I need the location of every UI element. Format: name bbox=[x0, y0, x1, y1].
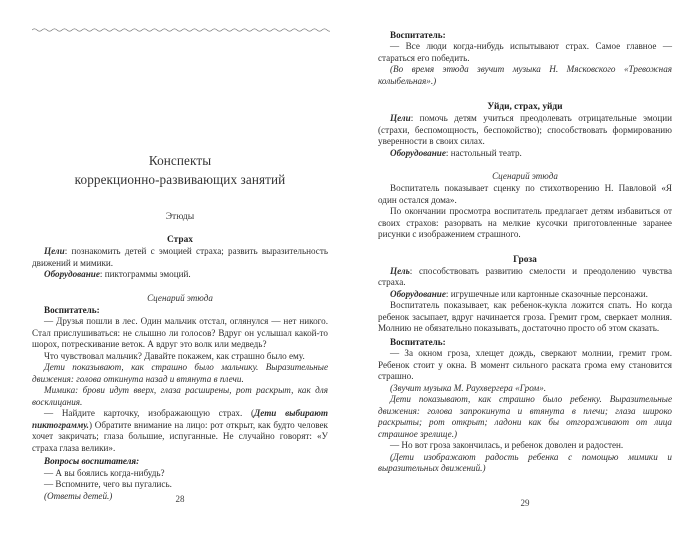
dialogue-part-c: ) Обратите внимание на лицо: рот открыт, как будто человек хочет закричать; глаза большие, испуганные. Не случайно говорят: «У страха глаза велики». bbox=[32, 419, 328, 453]
right-page-content bbox=[378, 30, 672, 522]
groza-dialogue-paragraph: — За окном гроза, хлещет дождь, сверкают молнии, гремит гром. Ребенок стоит у окна. В момент сильного раската грома ему становится страшно. bbox=[378, 348, 672, 382]
questions-heading: Вопросы воспитателя: bbox=[44, 456, 140, 467]
section-heading-strah: Страх bbox=[167, 235, 193, 246]
speaker-label-teacher-continued: Воспитатель: bbox=[390, 30, 446, 40]
equipment-label-3: Оборудование bbox=[390, 288, 446, 299]
goal-paragraph-3 bbox=[378, 266, 672, 289]
equipment-paragraph-3 bbox=[378, 289, 672, 300]
music-note-1: (Во время этюда звучит музыка Н. Мясковского «Тревожная колыбельная».) bbox=[378, 64, 672, 86]
goals-paragraph bbox=[32, 246, 328, 269]
stage-direction-2: Мимика: брови идут вверх, глаза расширены, рот раскрыт, как для восклицания. bbox=[32, 385, 328, 407]
equipment-paragraph-2 bbox=[378, 148, 672, 159]
wavy-rule-ornament-icon bbox=[32, 26, 330, 34]
equipment-text: : пиктограммы эмоций. bbox=[99, 269, 191, 280]
stage-direction-4: Дети показывают, как страшно было ребенку. Выразительные движения: голова запрокинута и втянута в плечи; глаза широко раскрыты; рот открыт; ладони как бы отгораживают от лица страшное зрелище.) bbox=[378, 394, 672, 439]
dialogue-paragraph-3 bbox=[32, 408, 328, 454]
left-page-content bbox=[32, 26, 328, 518]
music-note-2: (Звучит музыка М. Раухвергера «Гром». bbox=[390, 382, 547, 393]
page-title bbox=[32, 152, 328, 189]
equipment-label-2: Оборудование bbox=[390, 147, 446, 158]
stage-direction-3: (Ответы детей.) bbox=[44, 490, 113, 501]
dialogue-paragraph-1: — Друзья пошли в лес. Один мальчик отстал, оглянулся — нет никого. Стал прислушиваться: не слышно ли голосов? Вдруг он услышал какой-то шорох, потрескивание веток. А вдруг это волк или медведь? bbox=[32, 316, 328, 350]
section-heading-groza: Гроза bbox=[513, 254, 537, 265]
dialogue-paragraph-2: Что чувствовал мальчик? Давайте покажем, как страшно было ему. bbox=[44, 350, 305, 361]
scenario-heading-2: Сценарий этюда bbox=[492, 171, 558, 182]
right-page bbox=[350, 0, 700, 540]
speaker-label-teacher: Воспитатель: bbox=[44, 304, 100, 315]
continued-dialogue-paragraph: — Все люди когда-нибудь испытывают страх. Самое главное — стараться его победить. bbox=[378, 41, 672, 63]
scenario-paragraph-2: По окончании просмотра воспитатель предлагает детям избавиться от своих страхов: разорвать на мелкие кусочки приготовленные заранее рисунки с изображением страшного. bbox=[378, 206, 672, 240]
dialogue-part-a: — Найдите карточку, изображающую страх. ( bbox=[44, 408, 255, 419]
equipment-label: Оборудование bbox=[44, 269, 100, 280]
equipment-paragraph bbox=[32, 269, 328, 280]
speaker-label-teacher-groza: Воспитатель: bbox=[390, 336, 446, 347]
dialogue-part-b-emphasis: Дети выбирают пиктограмму. bbox=[32, 408, 328, 430]
scenario-heading: Сценарий этюда bbox=[147, 292, 213, 303]
groza-dialogue-paragraph-2: — Но вот гроза закончилась, и ребенок доволен и радостен. bbox=[390, 440, 624, 451]
goals-paragraph-2 bbox=[378, 113, 672, 147]
equipment-text-3: : игрушечные или картонные сказочные персонажи. bbox=[445, 288, 648, 299]
goals-label-2: Цели bbox=[390, 113, 411, 124]
goals-text: : познакомить детей с эмоцией страха; развить выразительность движений и мимики. bbox=[32, 246, 328, 268]
page-number-left: 28 bbox=[175, 494, 185, 504]
stage-direction-1: Дети показывают, как страшно было мальчику. Выразительные движения: голова откинута назад и втянута в плечи. bbox=[32, 362, 328, 384]
equipment-text-2: : настольный театр. bbox=[445, 147, 522, 158]
scenario-paragraph-1: Воспитатель показывает сценку по стихотворению Н. Павловой «Я один остался дома». bbox=[378, 183, 672, 205]
question-item-1: — А вы боялись когда-нибудь? bbox=[44, 467, 165, 478]
part-heading: Этюды bbox=[165, 211, 195, 223]
goals-text-2: : помочь детям учиться преодолевать отрицательные эмоции (страхи, беспомощность, беспокойство); способствовать формированию уверенности в своих силах. bbox=[378, 113, 672, 147]
goal-label-3: Цель bbox=[390, 265, 410, 276]
section-heading-uydi-strah-uydi: Уйди, страх, уйди bbox=[487, 102, 563, 113]
groza-scenario-paragraph: Воспитатель показывает, как ребенок-кукла ложится спать. Но когда ребенок засыпает, вдруг начинается гроза. Гремит гром, сверкает молния. Молнию не обязательно показывать, достаточно просто об этом сказать. bbox=[378, 300, 672, 334]
page-title-line-2: коррекционно-развивающих занятий bbox=[74, 171, 286, 187]
goal-text-3: : способствовать развитию смелости и преодолению чувства страха. bbox=[378, 265, 672, 288]
question-item-2: — Вспомните, чего вы пугались. bbox=[44, 479, 172, 490]
page-title-line-1: Конспекты bbox=[148, 153, 212, 168]
goals-label: Цели bbox=[44, 246, 65, 257]
page-number-right: 29 bbox=[520, 498, 530, 508]
stage-direction-5: (Дети изображают радость ребенка с помощью мимики и выразительных движений.) bbox=[378, 451, 672, 474]
